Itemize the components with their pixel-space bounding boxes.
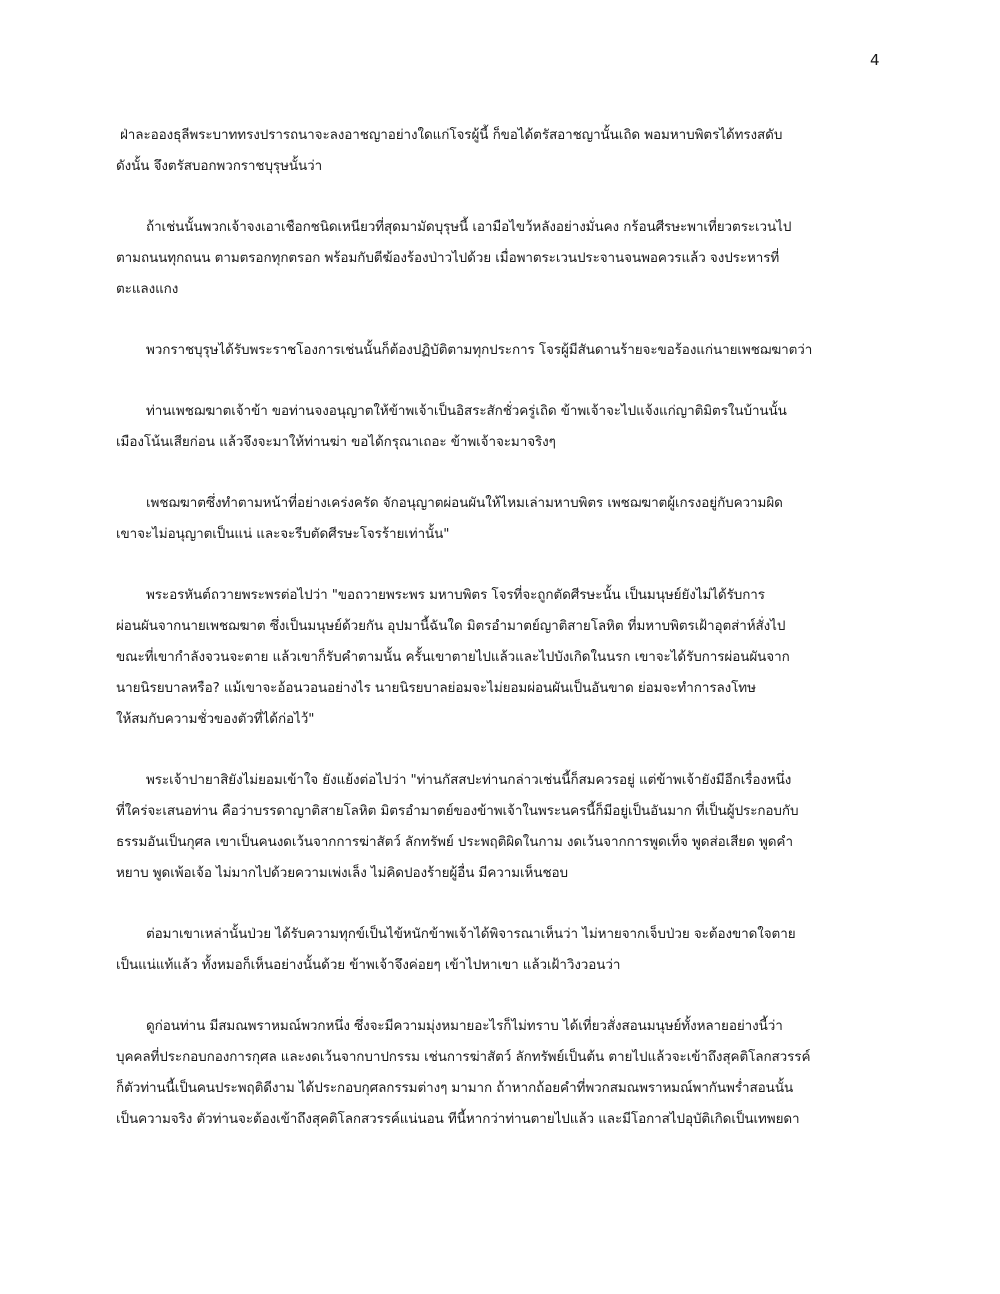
- paragraph-line: เพชฌฆาตซึ่งทำตามหน้าที่อย่างเคร่งครัด จักอนุญาตผ่อนผันให้ไหมเล่ามหาบพิตร เพชฌฆาตผู้เกรงอยู่กับความผิด: [146, 495, 783, 511]
- paragraph-line: เขาจะไม่อนุญาตเป็นแน่ และจะรีบตัดศีรษะโจรร้ายเท่านั้น": [116, 526, 450, 542]
- document-body: [116, 120, 876, 1165]
- paragraph-line: ธรรมอันเป็นกุศล เขาเป็นคนงดเว้นจากการฆ่าสัตว์ ลักทรัพย์ ประพฤติผิดในกาม งดเว้นจากการพูดเท็จ พูดส่อเสียด พูดคำ: [116, 834, 793, 850]
- page-number: 4: [870, 51, 880, 69]
- paragraph-line: นายนิรยบาลหรือ? แม้เขาจะอ้อนวอนอย่างไร นายนิรยบาลย่อมจะไม่ยอมผ่อนผันเป็นอันขาด ย่อมจะทำการลงโทษ: [116, 680, 756, 696]
- paragraph-line: ขณะที่เขากำลังจวนจะตาย แล้วเขาก็รับคำตามนั้น ครั้นเขาตายไปแล้วและไปบังเกิดในนรก เขาจะได้รับการผ่อนผันจาก: [116, 649, 790, 665]
- paragraph-line: ฝ่าละอองธุลีพระบาททรงปรารถนาจะลงอาชญาอย่างใดแก่โจรผู้นี้ ก็ขอได้ตรัสอาชญานั้นเถิด พอมหาบพิตรได้ทรงสดับ: [120, 127, 783, 143]
- paragraph-line: ดังนั้น จึงตรัสบอกพวกราชบุรุษนั้นว่า: [116, 158, 323, 174]
- paragraph-line: ดูก่อนท่าน มีสมณพราหมณ์พวกหนึ่ง ซึ่งจะมีความมุ่งหมายอะไรก็ไม่ทราบ ได้เที่ยวสั่งสอนมนุษย์ทั้งหลายอย่างนี้ว่า: [146, 1018, 783, 1034]
- paragraph-line: ตามถนนทุกถนน ตามตรอกทุกตรอก พร้อมกับตีฆ้องร้องป่าวไปด้วย เมื่อพาตระเวนประจานจนพอควรแล้ว จงประหารที่: [116, 250, 780, 266]
- paragraph-line: ผ่อนผันจากนายเพชฌฆาต ซึ่งเป็นมนุษย์ด้วยกัน อุปมานี้ฉันใด มิตรอำมาตย์ญาติสายโลหิต ที่มหาบพิตรเฝ้าอุตส่าห์สั่งไป: [116, 618, 786, 634]
- paragraph-line: หยาบ พูดเพ้อเจ้อ ไม่มากไปด้วยความเพ่งเล็ง ไม่คิดปองร้ายผู้อื่น มีความเห็นชอบ: [116, 865, 568, 881]
- paragraph-line: เมืองโน้นเสียก่อน แล้วจึงจะมาให้ท่านฆ่า ขอได้กรุณาเถอะ ข้าพเจ้าจะมาจริงๆ: [116, 434, 556, 450]
- paragraph-2: [116, 212, 876, 305]
- paragraph-line: เป็นความจริง ตัวท่านจะต้องเข้าถึงสุคติโลกสวรรค์แน่นอน ทีนี้หากว่าท่านตายไปแล้ว และมีโอกาสไปอุบัติเกิดเป็นเทพยดา: [116, 1111, 800, 1127]
- paragraph-line: พระอรหันต์ถวายพระพรต่อไปว่า "ขอถวายพระพร มหาบพิตร โจรที่จะถูกตัดศีรษะนั้น เป็นมนุษย์ยังไม่ได้รับการ: [146, 587, 765, 603]
- paragraph-5: [116, 488, 876, 550]
- paragraph-9: [116, 1011, 876, 1135]
- paragraph-1: [116, 120, 876, 182]
- paragraph-line: ก็ตัวท่านนี้เป็นคนประพฤติดีงาม ได้ประกอบกุศลกรรมต่างๆ มามาก ถ้าหากถ้อยคำที่พวกสมณพราหมณ์พากันพร่ำสอนนั้น: [116, 1080, 794, 1096]
- paragraph-line: ที่ใคร่จะเสนอท่าน คือว่าบรรดาญาติสายโลหิต มิตรอำมาตย์ของข้าพเจ้าในพระนครนี้ก็มีอยู่เป็นอันมาก ที่เป็นผู้ประกอบกับ: [116, 803, 799, 819]
- paragraph-line: ท่านเพชฌฆาตเจ้าข้า ขอท่านจงอนุญาตให้ข้าพเจ้าเป็นอิสระสักชั่วครู่เถิด ข้าพเจ้าจะไปแจ้งแก่ญาติมิตรในบ้านนั้น: [146, 403, 787, 419]
- paragraph-8: [116, 919, 876, 981]
- paragraph-7: [116, 765, 876, 889]
- paragraph-6: [116, 580, 876, 735]
- paragraph-line: พวกราชบุรุษได้รับพระราชโองการเช่นนั้นก็ต้องปฏิบัติตามทุกประการ โจรผู้มีสันดานร้ายจะขอร้องแก่นายเพชฌฆาตว่า: [146, 342, 813, 358]
- paragraph-line: บุคคลที่ประกอบกองการกุศล และงดเว้นจากบาปกรรม เช่นการฆ่าสัตว์ ลักทรัพย์เป็นต้น ตายไปแล้วจะเข้าถึงสุคติโลกสวรรค์: [116, 1049, 811, 1065]
- paragraph-line: ตะแลงแกง: [116, 281, 179, 297]
- paragraph-line: พระเจ้าปายาสิยังไม่ยอมเข้าใจ ยังแย้งต่อไปว่า "ท่านกัสสปะท่านกล่าวเช่นนี้ก็สมควรอยู่ แต่ข้าพเจ้ายังมีอีกเรื่องหนึ่ง: [146, 772, 792, 788]
- paragraph-4: [116, 396, 876, 458]
- paragraph-line: ถ้าเช่นนั้นพวกเจ้าจงเอาเชือกชนิดเหนียวที่สุดมามัดบุรุษนี้ เอามือไขว้หลังอย่างมั่นคง กร้อนศีรษะพาเที่ยวตระเวนไป: [146, 219, 792, 235]
- paragraph-line: เป็นแน่แท้แล้ว ทั้งหมอก็เห็นอย่างนั้นด้วย ข้าพเจ้าจึงค่อยๆ เข้าไปหาเขา แล้วเฝ้าวิงวอนว่า: [116, 957, 621, 973]
- paragraph-line: ต่อมาเขาเหล่านั้นป่วย ได้รับความทุกข์เป็นไข้หนักข้าพเจ้าได้พิจารณาเห็นว่า ไม่หายจากเจ็บป่วย จะต้องขาดใจตาย: [146, 926, 796, 942]
- paragraph-3: [116, 335, 876, 366]
- paragraph-line: ให้สมกับความชั่วของตัวที่ได้ก่อไว้": [116, 711, 315, 727]
